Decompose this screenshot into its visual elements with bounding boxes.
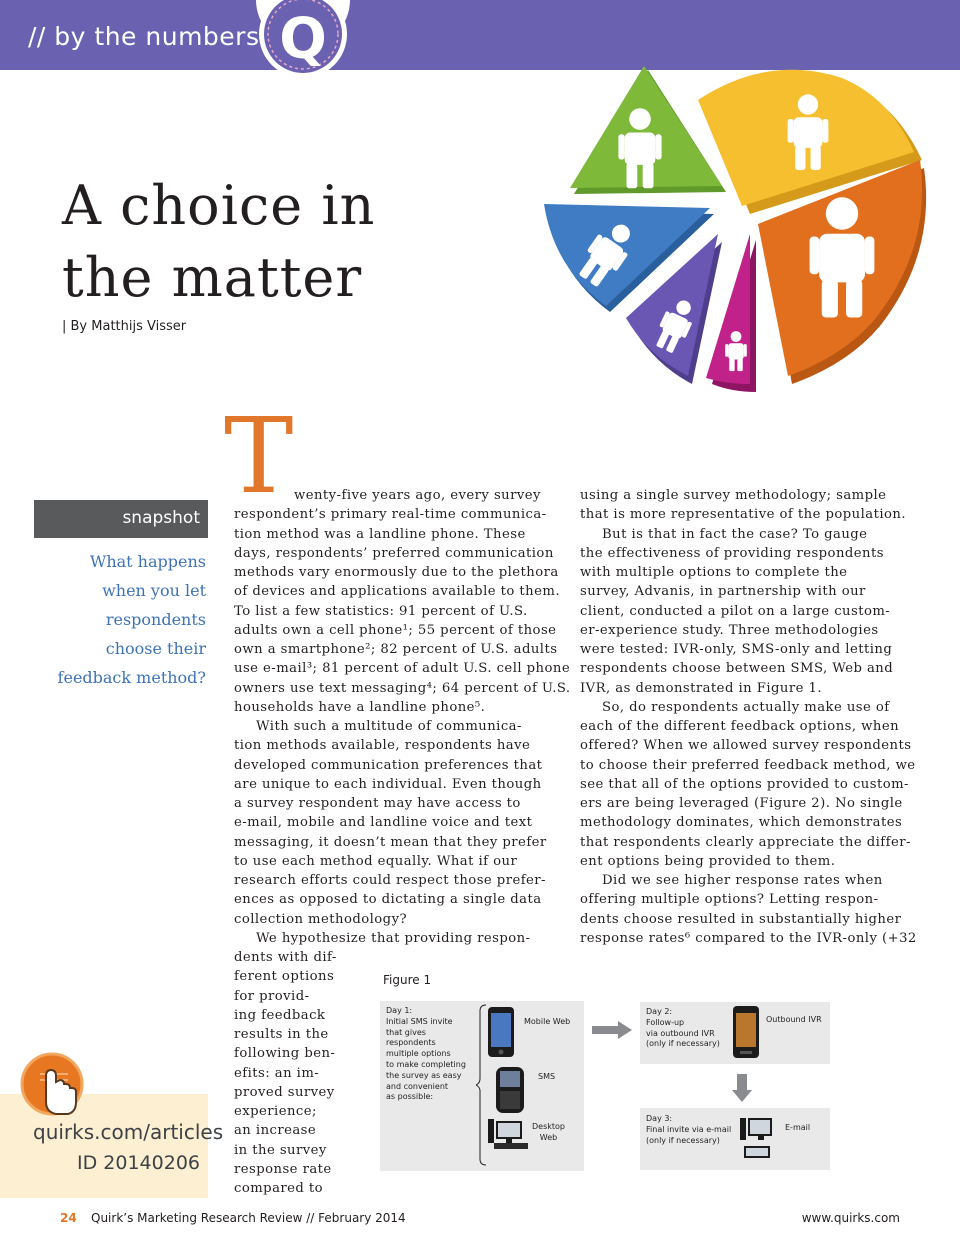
day1-line: and convenient <box>386 1081 449 1091</box>
body-line: households have a landline phone⁵. <box>234 699 486 715</box>
body-line: a survey respondent may have access to <box>234 796 521 811</box>
svg-text:Q: Q <box>279 7 327 72</box>
body-line: research efforts could respect those prefer- <box>234 873 546 888</box>
title-line: the matter <box>62 246 363 309</box>
day2-line: Day 2: <box>646 1007 673 1016</box>
body-line: dents choose resulted in substantially higher <box>580 911 902 927</box>
body-line: efits: an im- <box>234 1065 320 1081</box>
body-line: client, conducted a pilot on a large custom- <box>580 603 891 619</box>
click-hand-icon <box>20 1052 88 1122</box>
body-line: So, do respondents actually make use of <box>602 699 890 715</box>
body-line: that respondents clearly appreciate the differ- <box>580 834 911 850</box>
day3-line: Final invite via e-mail <box>646 1124 732 1134</box>
body-line: the effectiveness of providing respondents <box>580 545 884 561</box>
body-line: We hypothesize that providing respon- <box>256 930 531 946</box>
body-line: days, respondents’ preferred communication <box>234 545 554 561</box>
desktop-web-label <box>532 1122 565 1144</box>
snapshot-line: What happens <box>89 552 206 571</box>
body-line: offering multiple options? Letting respon- <box>580 892 879 908</box>
body-line: tion method was a landline phone. These <box>234 526 526 542</box>
smartphone-icon <box>732 1005 760 1059</box>
body-line: following ben- <box>234 1046 336 1062</box>
body-line: experience; <box>234 1104 317 1119</box>
body-line: compared to <box>234 1181 324 1196</box>
body-line: But is that in fact the case? To gauge <box>602 526 868 542</box>
body-line: respondent’s primary real-time communica- <box>234 507 547 523</box>
day1-line: respondents <box>386 1038 436 1048</box>
body-line: were tested: IVR-only, SMS-only and letting <box>580 642 893 657</box>
body-line: proved survey <box>234 1084 335 1100</box>
title-line: A choice in <box>62 174 376 237</box>
day1-line: Initial SMS invite <box>386 1016 453 1026</box>
arrow-down-icon <box>732 1074 752 1102</box>
body-line: own a smartphone²; 82 percent of U.S. adults <box>234 642 558 657</box>
body-line: offered? When we allowed survey respondents <box>580 738 912 754</box>
body-line: using a single survey methodology; sample <box>580 488 887 503</box>
body-line: er-experience study. Three methodologies <box>580 622 879 638</box>
body-line: each of the different feedback options, when <box>580 719 900 734</box>
body-line: response rate <box>234 1161 332 1177</box>
snapshot-line: respondents <box>105 610 206 629</box>
body-line: owners use text messaging⁴; 64 percent of U.S. <box>234 680 571 696</box>
body-line: tion methods available, respondents have <box>234 738 531 754</box>
day2-text <box>646 1007 720 1050</box>
body-line: to use each method equally. What if our <box>234 853 518 869</box>
drop-cap: T <box>224 395 294 517</box>
snapshot-label: snapshot <box>122 508 200 528</box>
body-line: see that all of the options provided to custom- <box>580 776 909 792</box>
body-column-2 <box>580 486 917 948</box>
day1-line: Day 1: <box>386 1006 413 1015</box>
day1-line: to make completing <box>386 1059 466 1069</box>
body-line: Did we see higher response rates when <box>602 873 883 888</box>
body-line: IVR, as demonstrated in Figure 1. <box>580 680 822 696</box>
body-line: ent options being provided to them. <box>580 853 836 869</box>
body-line: To list a few statistics: 91 percent of U.S. <box>234 603 528 619</box>
byline: | By Matthijs Visser <box>62 319 187 334</box>
figure-panel-day3 <box>640 1108 830 1170</box>
blackberry-phone-icon <box>496 1067 524 1113</box>
day3-text <box>646 1114 731 1146</box>
snapshot-bar <box>34 500 208 538</box>
pie-slice-green <box>570 66 726 194</box>
snapshot-line: choose their <box>105 639 206 658</box>
body-line: e-mail, mobile and landline voice and text <box>234 815 533 831</box>
section-label: // by the numbers <box>28 22 260 51</box>
desktop-web-line: Desktop <box>532 1122 565 1131</box>
day1-line: as possible: <box>386 1092 434 1102</box>
body-line: ing feedback <box>234 1007 326 1023</box>
body-line: results in the <box>234 1027 329 1042</box>
day2-line: (only if necessary) <box>646 1039 720 1049</box>
day2-line: via outbound IVR <box>646 1028 715 1038</box>
snapshot-line: feedback method? <box>57 668 206 687</box>
snapshot-question <box>40 547 206 692</box>
body-line: to choose their preferred feedback method, we <box>580 757 916 773</box>
body-line: ences as opposed to dictating a single data <box>234 892 542 908</box>
email-label: E-mail <box>785 1123 811 1132</box>
sms-label: SMS <box>538 1072 556 1081</box>
body-line: methodology dominates, which demonstrates <box>580 815 903 831</box>
body-line: developed communication preferences that <box>234 757 543 773</box>
q-logo-badge <box>254 0 352 80</box>
desktop-computer-icon <box>738 1116 774 1160</box>
site-url[interactable]: www.quirks.com <box>801 1211 900 1225</box>
day1-line: multiple options <box>386 1049 451 1059</box>
desktop-computer-icon <box>488 1119 528 1149</box>
day2-line: Follow-up <box>646 1017 685 1027</box>
body-line: methods vary enormously due to the plethora <box>234 565 559 580</box>
mobile-web-label: Mobile Web <box>524 1017 571 1026</box>
body-line: With such a multitude of communica- <box>256 719 522 734</box>
body-line: ers are being leveraged (Figure 2). No single <box>580 796 903 811</box>
figure-panel-day1 <box>380 1001 584 1171</box>
body-line: messaging, it doesn’t mean that they prefer <box>234 834 547 850</box>
day1-line: the survey as easy <box>386 1070 462 1080</box>
day1-text <box>386 1006 466 1103</box>
body-line: wenty-five years ago, every survey <box>294 488 541 503</box>
body-line: adults own a cell phone¹; 55 percent of those <box>234 622 557 638</box>
body-line: are unique to each individual. Even though <box>234 776 542 792</box>
body-line: collection methodology? <box>234 911 407 927</box>
day3-line: (only if necessary) <box>646 1135 720 1145</box>
snapshot-line: when you let <box>102 581 206 600</box>
body-line: an increase <box>234 1123 317 1139</box>
pie-people-illustration <box>536 64 932 394</box>
arrow-right-icon <box>592 1021 632 1039</box>
figure-label: Figure 1 <box>383 973 432 987</box>
body-line: respondents choose between SMS, Web and <box>580 661 894 677</box>
article-id: ID 20140206 <box>77 1152 200 1174</box>
body-line: in the survey <box>234 1142 327 1158</box>
day1-line: that gives <box>386 1027 426 1037</box>
article-title <box>62 170 482 314</box>
figure-panel-day2 <box>640 1002 830 1064</box>
body-line: ferent options <box>234 969 335 985</box>
body-line: that is more representative of the population. <box>580 507 906 523</box>
body-line: with multiple options to complete the <box>580 565 848 580</box>
body-line: response rates⁶ compared to the IVR-only (+32 <box>580 930 917 946</box>
body-line: survey, Advanis, in partnership with our <box>580 584 866 600</box>
body-line: for provid- <box>234 988 310 1004</box>
desktop-web-line: Web <box>539 1132 558 1142</box>
body-line: dents with dif- <box>234 950 337 965</box>
smartphone-icon <box>488 1007 514 1057</box>
body-line: of devices and applications available to them. <box>234 584 560 600</box>
body-line: use e-mail³; 81 percent of adult U.S. cell phone <box>234 661 571 677</box>
article-link-url[interactable]: quirks.com/articles <box>33 1120 224 1144</box>
outbound-ivr-label: Outbound IVR <box>766 1015 822 1024</box>
day3-line: Day 3: <box>646 1114 673 1123</box>
page-number: 24 <box>60 1211 77 1225</box>
publication-info: Quirk’s Marketing Research Review // February 2014 <box>91 1211 406 1225</box>
